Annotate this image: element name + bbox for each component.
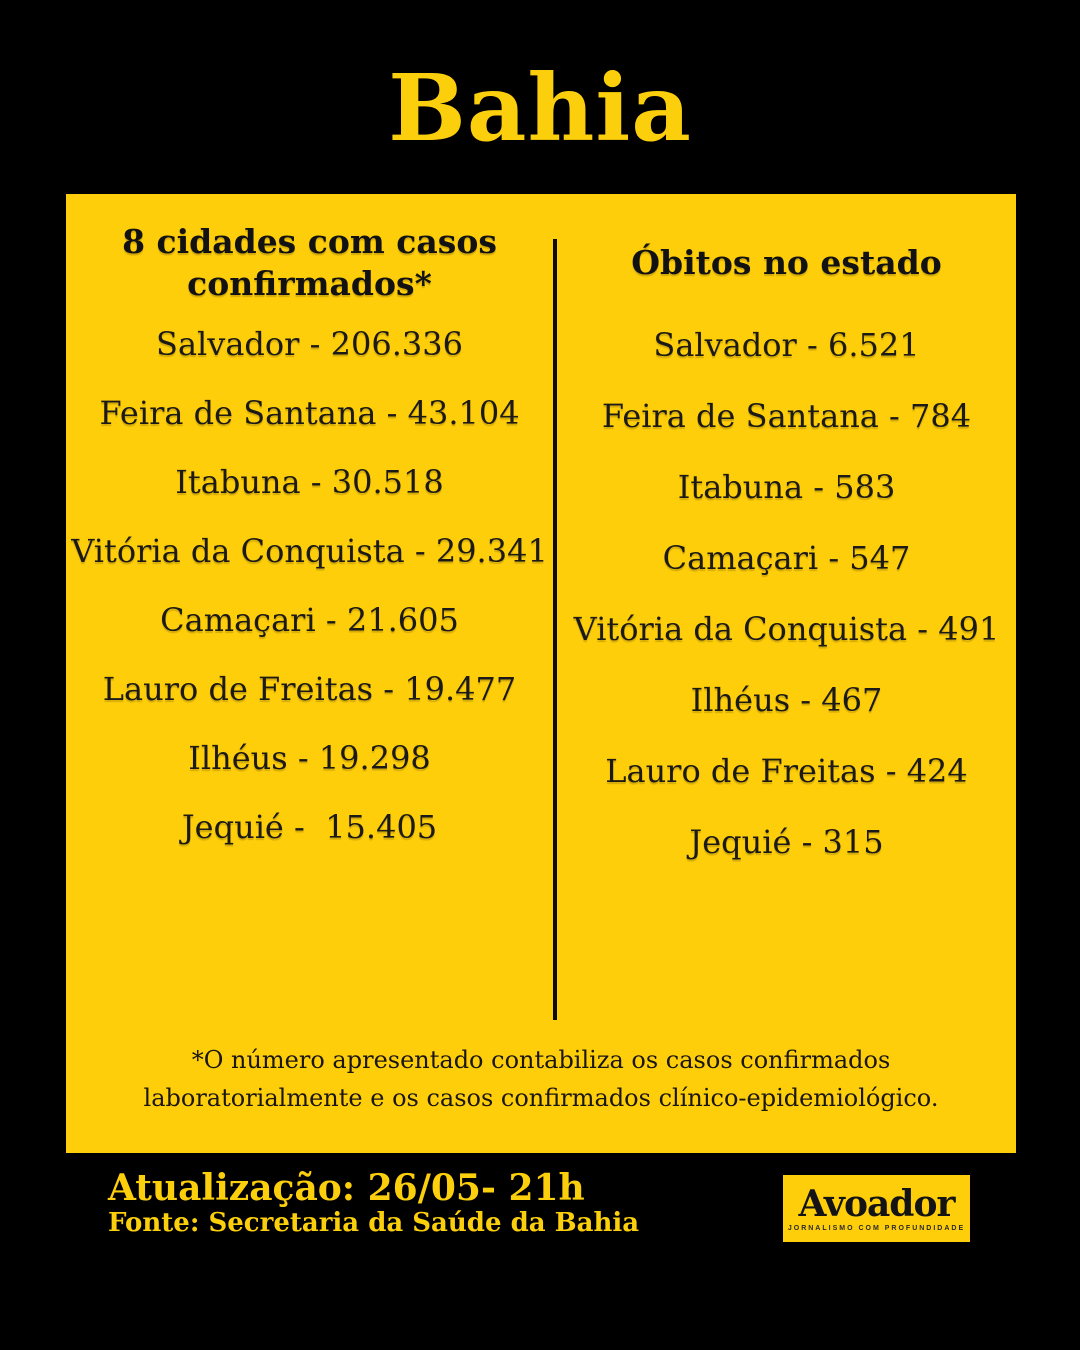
page-title: Bahia: [388, 54, 692, 162]
deaths-row-ilheus: Ilhéus - 467: [690, 680, 883, 719]
footnote-line1: *O número apresentado contabiliza os casos confirmados: [191, 1046, 891, 1074]
confirmed-row-vitoria-da-conquista: Vitória da Conquista - 29.341: [71, 531, 548, 570]
confirmed-row-feira-de-santana: Feira de Santana - 43.104: [99, 393, 520, 432]
deaths-header: Óbitos no estado: [631, 242, 942, 282]
confirmed-cases-header: [66, 194, 553, 309]
source-credit: Fonte: Secretaria da Saúde da Bahia: [108, 1208, 640, 1238]
deaths-row-jequie: Jequié - 315: [689, 822, 884, 861]
update-timestamp: Atualização: 26/05- 21h: [108, 1167, 585, 1209]
confirmed-header-line2: confirmados*: [187, 263, 432, 303]
deaths-row-vitoria-da-conquista: Vitória da Conquista - 491: [573, 609, 1000, 648]
confirmed-cases-panel: [66, 194, 553, 1020]
data-columns: [66, 194, 1016, 1020]
logo-tagline: JORNALISMO COM PROFUNDIDADE: [787, 1225, 966, 1232]
confirmed-row-ilheus: Ilhéus - 19.298: [188, 738, 431, 777]
footnote-line2: laboratorialmente e os casos confirmados clínico-epidemiológico.: [143, 1084, 939, 1112]
footnote: [66, 1041, 1016, 1117]
logo-wordmark: Avoador: [798, 1183, 955, 1225]
deaths-row-feira-de-santana: Feira de Santana - 784: [601, 396, 972, 435]
confirmed-row-itabuna: Itabuna - 30.518: [175, 462, 444, 501]
brand-logo: [783, 1175, 970, 1242]
confirmed-row-salvador: Salvador - 206.336: [156, 324, 463, 363]
deaths-rows: [557, 309, 1016, 877]
confirmed-rows: [66, 309, 553, 861]
data-card: [66, 194, 1016, 1153]
deaths-row-lauro-de-freitas: Lauro de Freitas - 424: [605, 751, 968, 790]
confirmed-row-jequie: Jequié - 15.405: [181, 807, 438, 846]
confirmed-row-camacari: Camaçari - 21.605: [160, 600, 459, 639]
deaths-row-camacari: Camaçari - 547: [662, 538, 911, 577]
deaths-row-itabuna: Itabuna - 583: [677, 467, 896, 506]
confirmed-row-lauro-de-freitas: Lauro de Freitas - 19.477: [102, 669, 517, 708]
confirmed-header-line1: 8 cidades com casos: [122, 221, 497, 261]
deaths-panel: [557, 194, 1016, 1020]
deaths-row-salvador: Salvador - 6.521: [653, 325, 920, 364]
